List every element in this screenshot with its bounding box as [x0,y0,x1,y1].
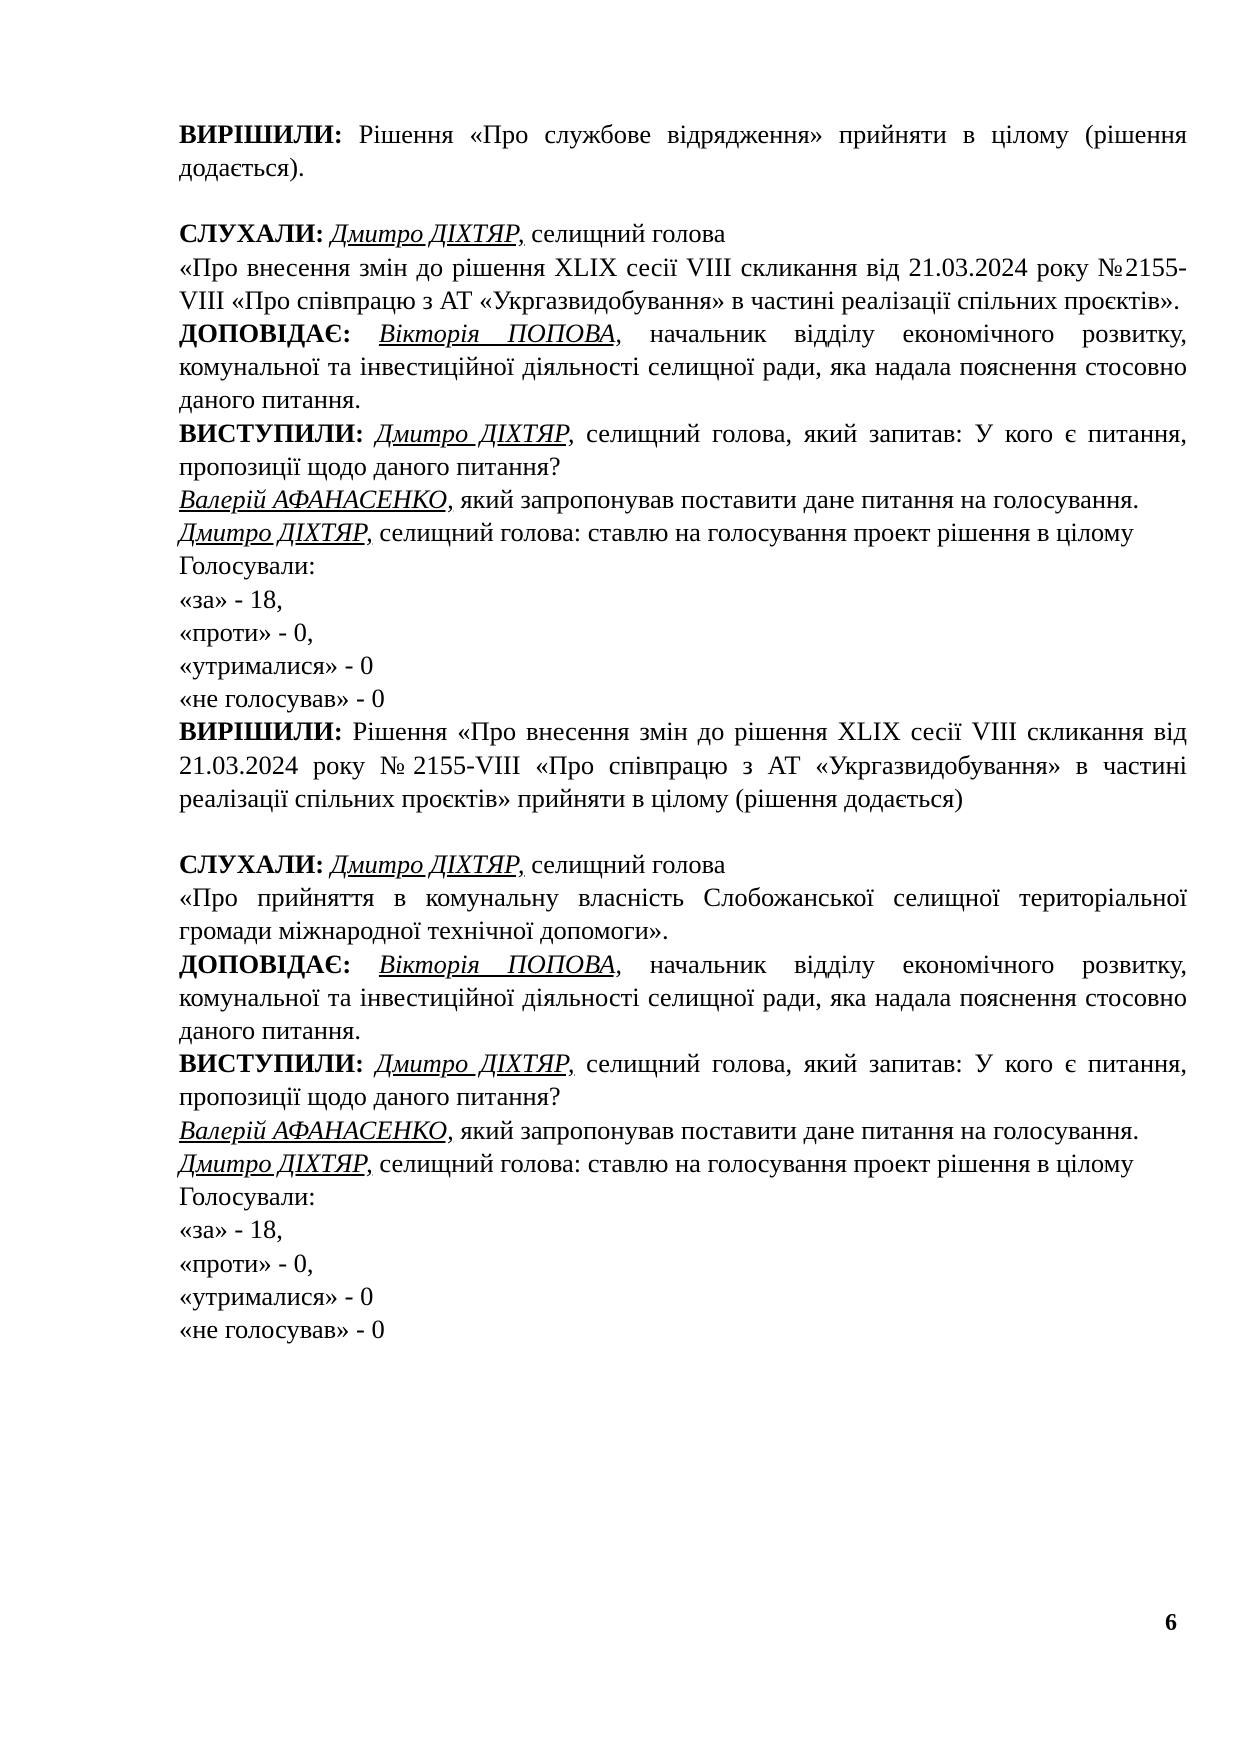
spacer [179,815,1187,848]
report-label: ДОПОВІДАЄ: [179,318,352,349]
page-number: 6 [1165,1610,1177,1636]
decision-paragraph [179,715,1187,815]
agenda-item-2 [179,848,1187,1346]
vote-not-voted: «не голосував» - 0 [179,1313,385,1344]
proposal-paragraph [179,1114,1187,1147]
vote-call-paragraph [179,516,1187,549]
vote-not-voted: «не голосував» - 0 [179,683,385,714]
vote-for: «за» - 18, [179,1214,283,1245]
document-page [179,118,1187,1346]
heard-role: селищний голова [524,218,726,249]
decided-text: Рішення «Про внесення змін до рішення XLIX сесії VIII скликання від 21.03.2024 року №2155-VIII «Про співпрацю з АТ «Укргазвидобування» в частині реалізації спільних проєктів» прийняти в цілому (рішення додається) [179,716,1187,813]
report-paragraph [179,317,1187,417]
heard-paragraph [179,848,1187,881]
item-title: «Про внесення змін до рішення XLIX сесії VIII скликання від 21.03.2024 року №2155-VIII «Про співпрацю з АТ «Укргазвидобування» в частині реалізації спільних проєктів». [179,251,1187,315]
vote-against: «проти» - 0, [179,1247,314,1278]
decision-paragraph [179,118,1187,184]
vote-abstained: «утрималися» - 0 [179,650,374,681]
report-text: начальник відділу економічного розвитку, комунальної та інвестиційної діяльності селищної ради, яка надала пояснення стосовно даного питання. [179,948,1187,1046]
agenda-item-1 [179,217,1187,815]
report-person: Вікторія ПОПОВА, [378,948,623,979]
decided-label: ВИРІШИЛИ: [179,119,343,149]
spoke-text: селищний голова, який запитав: У кого є питання, пропозиції щодо даного питання? [179,417,1187,481]
proposal-text: який запропонував поставити дане питання на голосування. [453,484,1140,515]
decided-text: Рішення «Про службове відрядження» прийняти в цілому (рішення додається). [179,119,1187,183]
heard-person: Дмитро ДІХТЯР, [330,849,525,880]
spacer [179,184,1187,217]
report-label: ДОПОВІДАЄ: [179,948,352,979]
voted-label: Голосували: [179,1181,316,1212]
spoke-person: Дмитро ДІХТЯР, [375,1048,575,1079]
proposal-text: який запропонував поставити дане питання на голосування. [453,1114,1140,1145]
spoke-label: ВИСТУПИЛИ: [179,417,364,448]
decided-label: ВИРІШИЛИ: [179,716,343,747]
report-person: Вікторія ПОПОВА, [378,318,623,349]
vote-for: «за» - 18, [179,583,283,614]
heard-label: СЛУХАЛИ: [179,849,325,880]
vote-call-text: селищний голова: ставлю на голосування проект рішення в цілому [372,1147,1134,1178]
vote-abstained: «утрималися» - 0 [179,1280,374,1311]
spoke-text: селищний голова, який запитав: У кого є питання, пропозиції щодо даного питання? [179,1048,1187,1112]
vote-call-text: селищний голова: ставлю на голосування проект рішення в цілому [372,517,1134,548]
heard-label: СЛУХАЛИ: [179,218,325,249]
proposal-paragraph [179,483,1187,516]
spoke-paragraph [179,417,1187,483]
item-title: «Про прийняття в комунальну власність Слобожанської селищної територіальної громади міжнародної технічної допомоги». [179,882,1187,946]
report-paragraph [179,948,1187,1048]
proposal-person: Валерій АФАНАСЕНКО, [179,1114,454,1145]
report-text: начальник відділу економічного розвитку, комунальної та інвестиційної діяльності селищної ради, яка надала пояснення стосовно даного питання. [179,318,1187,415]
heard-paragraph [179,217,1187,250]
vote-call-person: Дмитро ДІХТЯР, [179,517,373,548]
voted-label: Голосували: [179,550,316,581]
spoke-person: Дмитро ДІХТЯР, [375,417,575,448]
proposal-person: Валерій АФАНАСЕНКО, [179,484,454,515]
vote-against: «проти» - 0, [179,616,314,647]
heard-role: селищний голова [524,849,726,880]
spoke-label: ВИСТУПИЛИ: [179,1048,364,1079]
vote-call-person: Дмитро ДІХТЯР, [179,1147,373,1178]
vote-call-paragraph [179,1147,1187,1180]
spoke-paragraph [179,1047,1187,1113]
heard-person: Дмитро ДІХТЯР, [330,218,525,249]
